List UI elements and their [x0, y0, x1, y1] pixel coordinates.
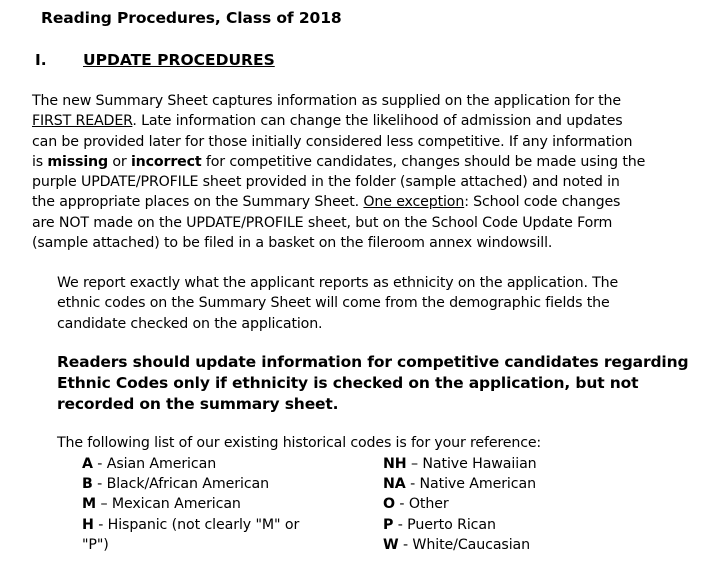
- code-letter: NA: [383, 476, 406, 493]
- section-title: UPDATE PROCEDURES: [83, 51, 275, 69]
- code-letter: H: [82, 516, 94, 533]
- code-item: [383, 494, 683, 514]
- code-label: "P"): [82, 536, 109, 553]
- paragraph-line: Readers should update information for competitive candidates regarding: [57, 353, 689, 371]
- code-label: Native Hawaiian: [422, 456, 537, 472]
- ethnic-codes-right-column: [383, 454, 683, 555]
- code-letter: A: [82, 456, 93, 472]
- code-label: White/Caucasian: [412, 536, 531, 553]
- code-item: [82, 474, 352, 494]
- missing-emphasis: missing: [47, 153, 109, 170]
- paragraph-line: [32, 152, 692, 172]
- code-label: Puerto Rican: [407, 516, 496, 533]
- paragraph-text: or: [108, 153, 131, 170]
- paragraph-line: (sample attached) to be filed in a basket on the fileroom annex windowsill.: [32, 235, 553, 252]
- readers-instruction-paragraph: [57, 352, 697, 415]
- code-item: [82, 494, 352, 514]
- code-letter: B: [82, 476, 93, 493]
- paragraph-text: : School code changes: [464, 194, 621, 211]
- first-reader-term: FIRST READER: [32, 113, 133, 130]
- paragraph-line: are NOT made on the UPDATE/PROFILE sheet, but on the School Code Update Form: [32, 214, 613, 231]
- code-letter: M: [82, 496, 97, 513]
- code-separator: -: [92, 456, 107, 472]
- incorrect-emphasis: incorrect: [130, 153, 202, 170]
- code-item-continuation: [82, 535, 352, 555]
- ethnicity-reporting-paragraph: [57, 273, 697, 334]
- code-letter: P: [383, 516, 394, 533]
- paragraph-text: is: [32, 153, 48, 170]
- code-item: [383, 535, 683, 555]
- code-label: Asian American: [106, 456, 217, 472]
- code-item: [383, 474, 683, 494]
- one-exception-term: One exception: [363, 194, 465, 211]
- ethnic-codes-left-column: [82, 454, 352, 555]
- code-label: Native American: [419, 476, 536, 493]
- code-separator: -: [398, 536, 413, 553]
- paragraph-line: candidate checked on the application.: [57, 315, 323, 332]
- code-separator: –: [406, 456, 423, 472]
- code-separator: -: [393, 516, 408, 533]
- document-title: Reading Procedures, Class of 2018: [41, 9, 342, 27]
- update-procedures-paragraph: [32, 91, 692, 253]
- code-label: Black/African American: [106, 476, 270, 493]
- code-label: Other: [408, 496, 449, 513]
- code-item: [82, 515, 352, 535]
- codes-list-intro: The following list of our existing historical codes is for your reference:: [57, 435, 542, 451]
- code-label: Hispanic (not clearly "M" or: [107, 516, 300, 533]
- code-separator: -: [405, 476, 420, 493]
- paragraph-line: [32, 192, 692, 212]
- code-letter: O: [383, 496, 395, 513]
- paragraph-text: the appropriate places on the Summary Sheet.: [32, 194, 364, 211]
- paragraph-line: Ethnic Codes only if ethnicity is checked on the application, but not: [57, 374, 639, 392]
- code-separator: –: [96, 496, 112, 513]
- paragraph-line: [32, 111, 692, 131]
- code-item: [383, 515, 683, 535]
- code-separator: -: [394, 496, 409, 513]
- section-heading: [35, 51, 275, 69]
- code-item: [82, 454, 352, 474]
- code-separator: -: [93, 516, 108, 533]
- code-separator: -: [92, 476, 107, 493]
- paragraph-line: recorded on the summary sheet.: [57, 395, 339, 413]
- code-letter: NH: [383, 456, 407, 472]
- paragraph-line: We report exactly what the applicant reports as ethnicity on the application. The: [57, 275, 619, 291]
- code-item: [383, 454, 683, 474]
- paragraph-line: ethnic codes on the Summary Sheet will come from the demographic fields the: [57, 295, 610, 312]
- paragraph-line: can be provided later for those initially considered less competitive. If any information: [32, 133, 633, 150]
- code-letter: W: [383, 536, 399, 553]
- code-label: Mexican American: [111, 496, 241, 513]
- section-number: I.: [35, 51, 47, 69]
- paragraph-line: purple UPDATE/PROFILE sheet provided in the folder (sample attached) and noted in: [32, 174, 620, 191]
- paragraph-text: . Late information can change the likelihood of admission and updates: [132, 113, 623, 130]
- paragraph-text: for competitive candidates, changes should be made using the: [201, 153, 646, 170]
- paragraph-line: The new Summary Sheet captures information as supplied on the application for the: [32, 93, 621, 109]
